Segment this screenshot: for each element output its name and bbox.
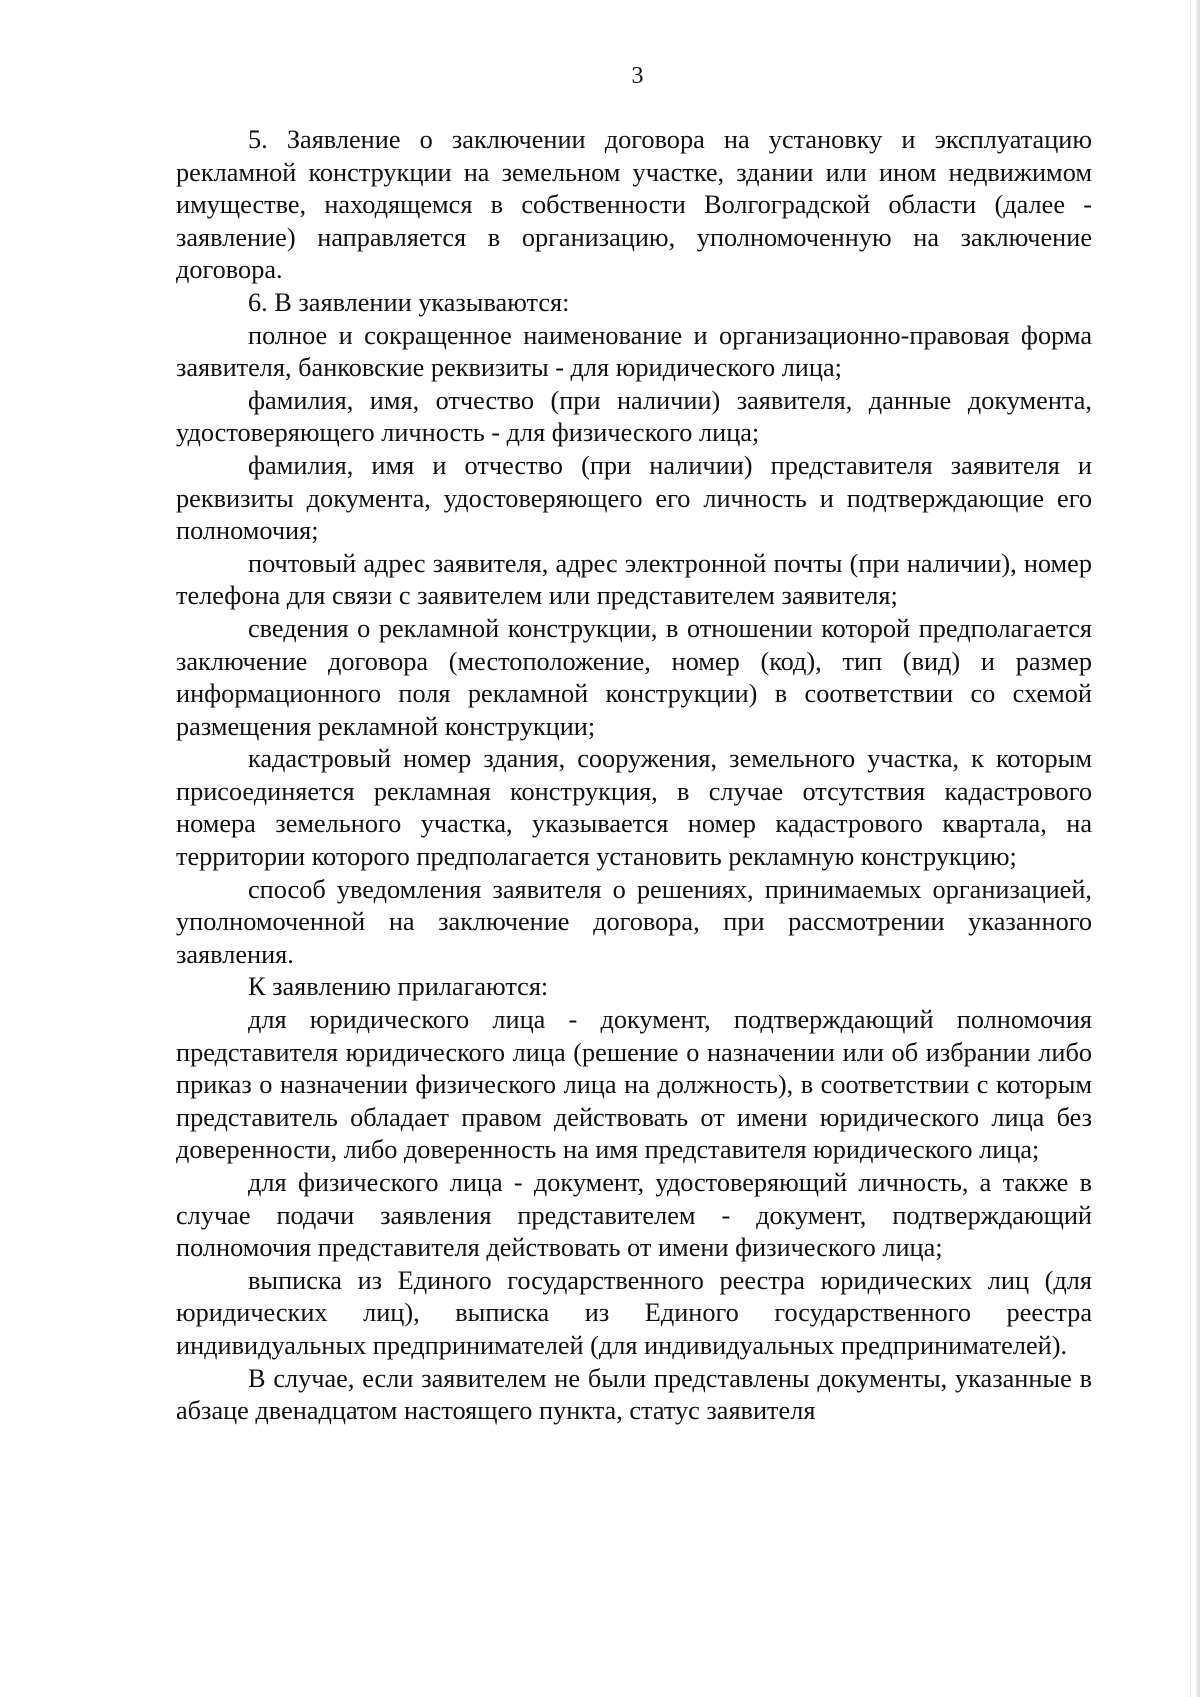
paragraph-item-5: 5. Заявление о заключении договора на установку и эксплуатацию рекламной конструкции на земельном участке, здании или ином недвижимом имуществе, находящемся в собственности Волгоградской области (далее - заявление) направляется в организацию, уполномоченную на заключение договора. [176, 125, 1092, 285]
paragraph-attachments-heading: К заявлению прилагаются: [248, 972, 549, 1002]
scan-edge-shadow [1190, 0, 1191, 1697]
paragraph-individual-name: фамилия, имя, отчество (при наличии) заявителя, данные документа, удостоверяющего личность - для физического лица; [176, 385, 1092, 448]
paragraph-item-6: 6. В заявлении указываются: [248, 287, 570, 317]
paragraph-legal-entity-name: полное и сокращенное наименование и организационно-правовая форма заявителя, банковские реквизиты - для юридического лица; [176, 320, 1092, 383]
paragraph-legal-entity-docs: для юридического лица - документ, подтверждающий полномочия представителя юридического лица (решение о назначении или об избрании либо приказ о назначении физического лица на должность), в соответствии с которым представитель обладает правом действовать от имени юридического лица без доверенности, либо доверенность на имя представителя юридического лица; [176, 1005, 1092, 1165]
scan-edge [1196, 0, 1200, 1697]
paragraph-ad-structure: сведения о рекламной конструкции, в отношении которой предполагается заключение договора (местоположение, номер (код), тип (вид) и размер информационного поля рекламной конструкции) в соответствии со схемой размещения рекламной конструкции; [176, 613, 1092, 741]
paragraph-notification-method: способ уведомления заявителя о решениях, принимаемых организацией, уполномоченной на заключение договора, при рассмотрении указанного заявления. [176, 874, 1092, 969]
page-number: 3 [631, 63, 644, 89]
paragraph-registry-extract: выписка из Единого государственного реестра юридических лиц (для юридических лиц), выписка из Единого государственного реестра индивидуальных предпринимателей (для индивидуальных предпринимателей). [176, 1265, 1092, 1360]
paragraph-representative: фамилия, имя и отчество (при наличии) представителя заявителя и реквизиты документа, удостоверяющего его личность и подтверждающие его полномочия; [176, 450, 1092, 546]
paragraph-missing-docs: В случае, если заявителем не были представлены документы, указанные в абзаце двенадцатом настоящего пункта, статус заявителя [176, 1363, 1092, 1426]
paragraph-contacts: почтовый адрес заявителя, адрес электронной почты (при наличии), номер телефона для связи с заявителем или представителем заявителя; [176, 548, 1092, 611]
paragraph-individual-docs: для физического лица - документ, удостоверяющий личность, а также в случае подачи заявления представителем - документ, подтверждающий полномочия представителя действовать от имени физического лица; [176, 1168, 1092, 1263]
document-body [176, 124, 1092, 1428]
paragraph-cadastral-number: кадастровый номер здания, сооружения, земельного участка, к которым присоединяется рекламная конструкция, в случае отсутствия кадастрового номера земельного участка, указывается номер кадастрового квартала, на территории которого предполагается установить рекламную конструкцию; [176, 744, 1092, 872]
